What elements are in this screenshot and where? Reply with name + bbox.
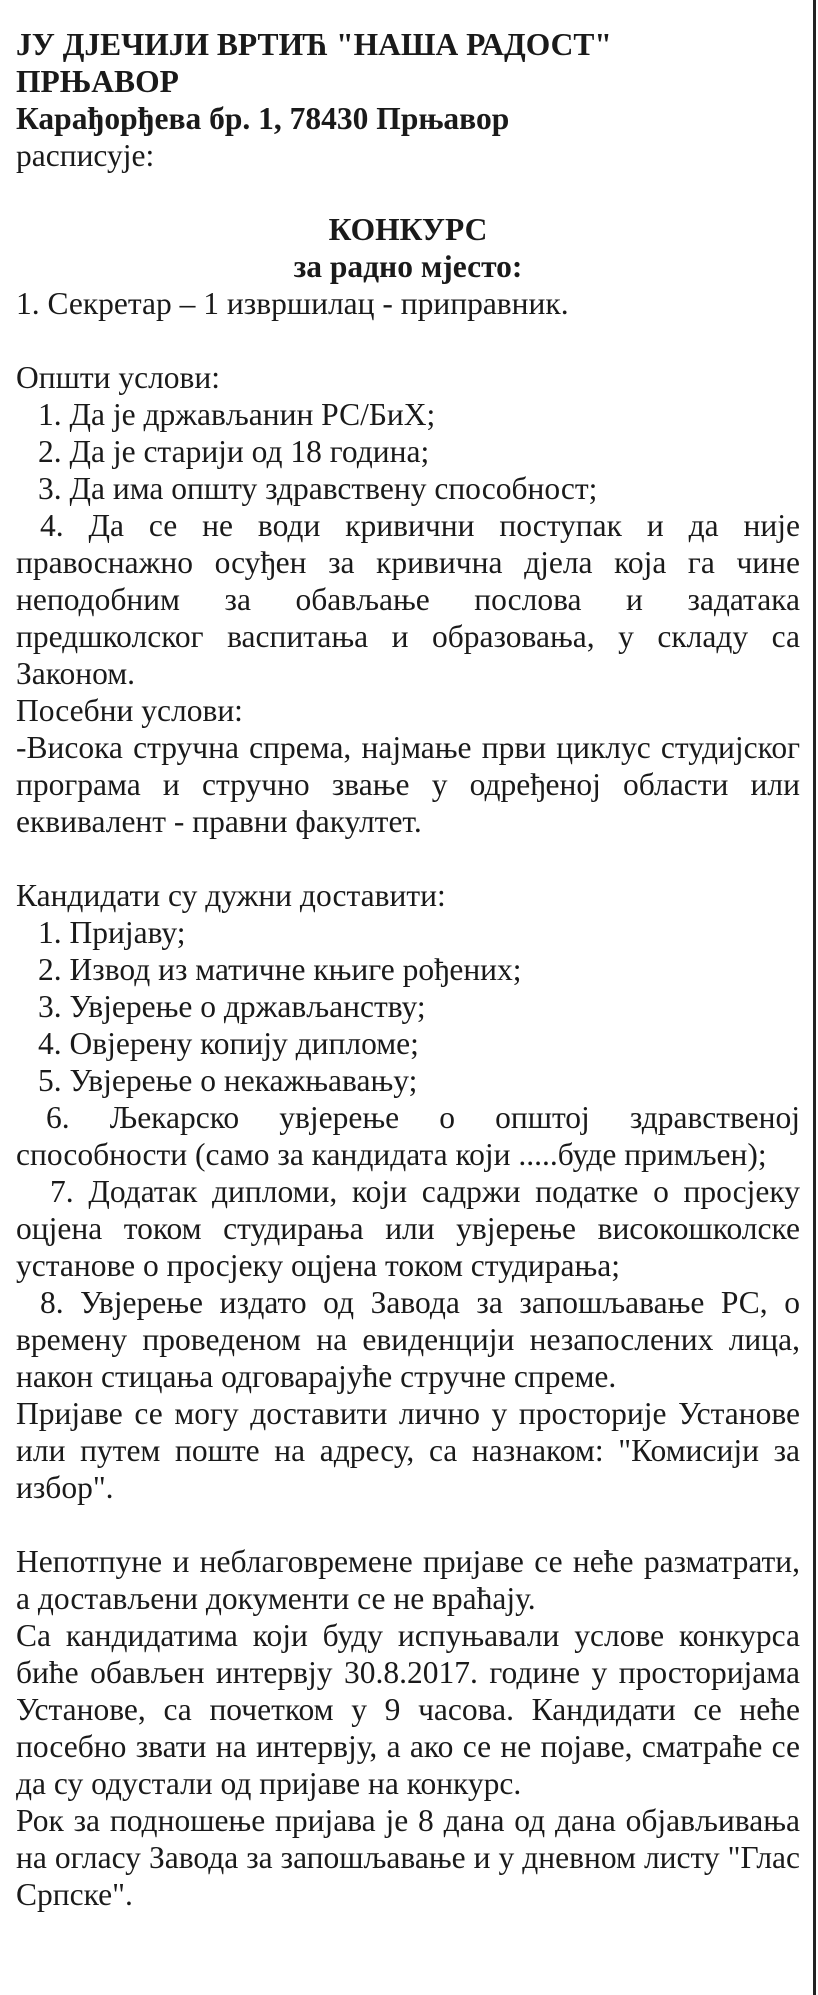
general-condition-item: 2. Да је старији од 18 година; [38, 434, 430, 469]
closing-paragraph-1: Непотпуне и неблаговремене пријаве се неће разматрати, а достављени документи се не враћају. [16, 1544, 800, 1616]
announcement-subtitle: за радно мјесто: [293, 249, 523, 284]
spacer [16, 1506, 800, 1543]
document-item: 2. Извод из матичне књиге рођених; [38, 952, 522, 987]
document-item: 4. Овјерену копију дипломе; [38, 1026, 419, 1061]
general-conditions-heading: Општи услови: [16, 360, 221, 395]
closing-paragraph-2: Са кандидатима који буду испуњавали услове конкурса биће обављен интервју 30.8.2017. године у просторијама Установе, са почетком у 9 часова. Кандидати се неће посебно звати на интервју, а ако се не појаве, сматраће се да су одустали од пријаве на конкурс. [16, 1618, 800, 1801]
column-divider [813, 0, 816, 1995]
special-conditions-text: -Висока стручна спрема, најмање први циклус студијског програма и стручно звање у одређеној области или еквивалент - правни факултет. [16, 730, 800, 839]
closing-paragraph-3: Рок за подношење пријава је 8 дана од дана објављивања на огласу Завода за запошљавање и у дневном листу "Глас Српске". [16, 1803, 800, 1912]
document-item: 5. Увјерење о некажњавању; [38, 1063, 418, 1098]
submission-info: Пријаве се могу доставити лично у просторије Установе или путем поште на адресу, са назнаком: "Комисији за избор". [16, 1396, 800, 1505]
general-condition-item: 3. Да има општу здравствену способност; [38, 471, 598, 506]
document-item: 3. Увјерење о држављанству; [38, 989, 426, 1024]
position-line: 1. Секретар – 1 извршилац - приправник. [16, 286, 569, 321]
document-item-6: 6. Љекарско увјерење о општој здравственој способности (само за кандидата који .....буде примљен); [16, 1100, 800, 1172]
institution-address: Карађорђева бр. 1, 78430 Прњавор [16, 101, 510, 136]
document-item-7: 7. Додатак дипломи, који садржи податке о просјеку оцјена током студирања или увјерење високошколске установе о просјеку оцјена током студирања; [16, 1174, 800, 1283]
announcement-title: КОНКУРС [328, 212, 488, 247]
special-conditions-heading: Посебни услови: [16, 693, 243, 728]
documents-heading: Кандидати су дужни доставити: [16, 878, 446, 913]
institution-city: ПРЊАВОР [16, 64, 179, 99]
spacer [16, 322, 800, 359]
document-item: 1. Пријаву; [38, 915, 186, 950]
document-item-8: 8. Увјерење издато од Завода за запошљавање РС, о времену проведеном на евиденцији незапослених лица, након стицања одговарајуће стручне спреме. [16, 1285, 800, 1394]
general-condition-item-4: 4. Да се не води кривични поступак и да није правоснажно осуђен за кривична дјела која га чине неподобним за обављање послова и задатака предшколског васпитања и образовања, у складу са Законом. [16, 508, 800, 691]
announces-text: расписује: [16, 138, 155, 173]
institution-name: ЈУ ДЈЕЧИЈИ ВРТИЋ "НАША РАДОСТ" [16, 27, 612, 62]
general-condition-item: 1. Да је држављанин РС/БиХ; [38, 397, 436, 432]
spacer [16, 840, 800, 877]
